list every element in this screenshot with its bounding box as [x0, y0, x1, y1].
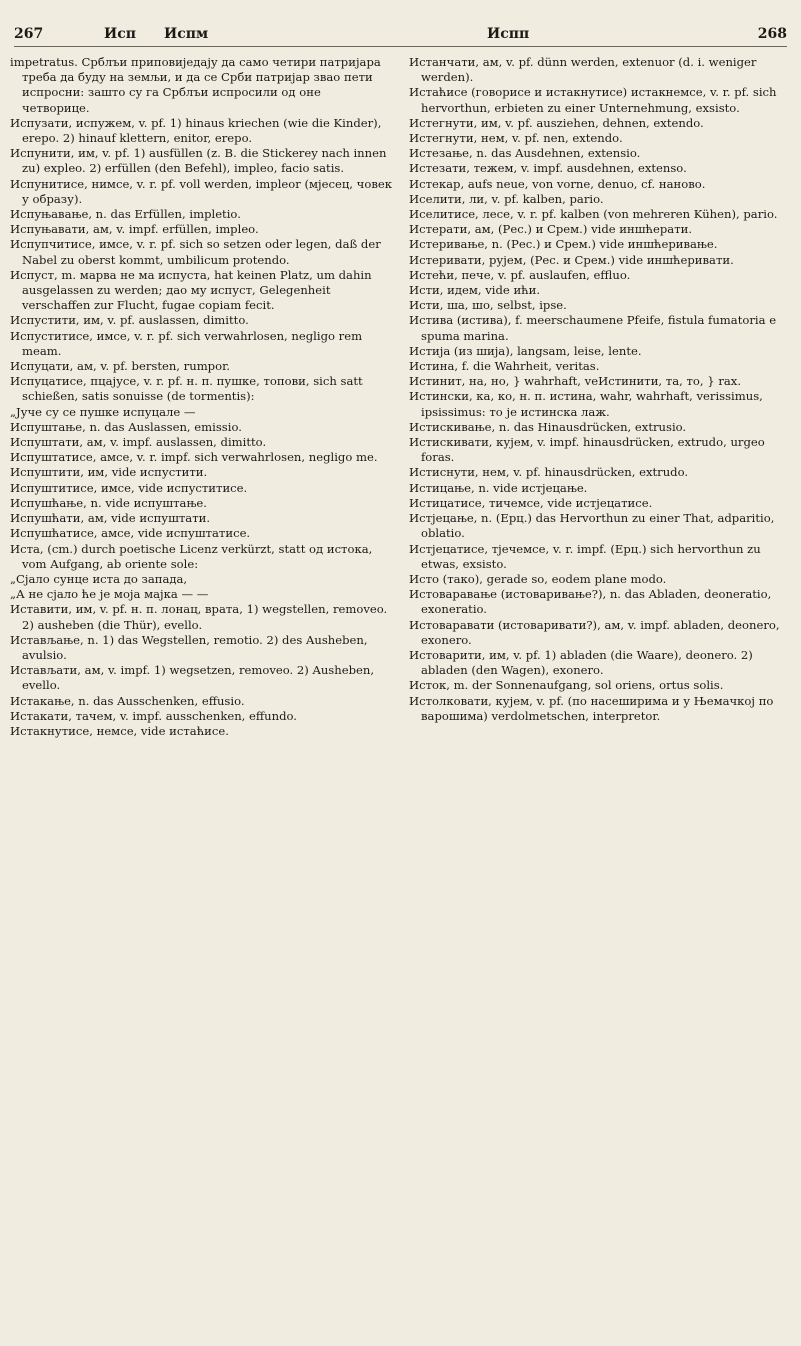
dictionary-entry: Истекар, aufs neue, von vorne, denuo, cf. наново. — [409, 176, 706, 191]
dictionary-entry: impetratus. Срблъи припoвиједају да само четири патријара треба да буду на земљи, и да се Срби патријар звао пети испросни: зашто су га Срблъи испросили од оне четворице. — [10, 55, 381, 115]
dictionary-entry: „Сјало сунце иста до запада, — [10, 571, 188, 586]
dictionary-entry: Испуштити, им, vide испустити. — [10, 465, 208, 480]
dictionary-entry: Истављање, n. 1) das Wegstellen, remotio. 2) des Ausheben, avulsio. — [10, 632, 368, 662]
dictionary-entry: Истјецање, n. (Ерц.) das Hervorthun zu einer That, adparitio, oblatio. — [409, 511, 775, 541]
dictionary-entry: Истећи, пече, v. pf. auslaufen, effluo. — [409, 267, 631, 282]
dictionary-entry: Исток, m. der Sonnenaufgang, sol oriens, ortus solis. — [409, 678, 724, 693]
dictionary-entry: Испуњавање, n. das Erfüllen, impletio. — [10, 207, 241, 222]
dictionary-entry: Истискивање, n. das Hinausdrücken, extrusio. — [409, 419, 687, 434]
page-header — [14, 16, 787, 47]
dictionary-entry: Истанчати, ам, v. pf. dünn werden, extenuor (d. i. weniger werden). — [409, 55, 757, 85]
dictionary-entry: Испушћање, n. vide испуштање. — [10, 495, 207, 510]
dictionary-entry: Испуцати, ам, v. pf. bersten, rumpor. — [10, 359, 231, 374]
dictionary-entry: Испунитисе, нимсе, v. r. pf. voll werden, impleor (мјесец, човек у образу). — [10, 176, 392, 206]
dictionary-entry: Исти, идем, vide ићи. — [409, 283, 541, 298]
dictionary-entry: Истицање, n. vide истјецање. — [409, 480, 588, 495]
dictionary-entry: Истегнути, нем, v. pf. nen, extendo. — [409, 131, 623, 146]
dictionary-entry: Испуст, m. марва не ма испуста, hat keinen Platz, um dahin ausgelassen zu werden; дао му испуст, Gelegenheit verschaffen zur Flucht, fugae copiam fecit. — [10, 267, 372, 313]
page-number-right: 268 — [757, 26, 787, 42]
dictionary-entry: Истезати, тежем, v. impf. ausdehnen, extenso. — [409, 161, 687, 176]
dictionary-entry: Истезање, n. das Ausdehnen, extensio. — [409, 146, 641, 161]
dictionary-entry: Истискивати, кујем, v. impf. hinausdrücken, extrudo, urgeo foras. — [409, 435, 765, 465]
dictionary-entry: Истоваравање (истоваривање?), n. das Abladen, deoneratio, exoneratio. — [409, 587, 772, 617]
dictionary-entry: Испушћатисе, амсе, vide испуштатисе. — [10, 526, 251, 541]
dictionary-entry: Истаћисе (говорисе и истакнутисе) истакнемсе, v. r. pf. sich hervorthun, erbieten zu einer Unternehmung, exsisto. — [409, 85, 777, 115]
dictionary-entry: Истакање, n. das Ausschenken, effusio. — [10, 693, 245, 708]
dictionary-entry: Исти, ша, шо, selbst, ipse. — [409, 298, 567, 313]
dictionary-entry: Истакнутисе, немсе, vide истаћисе. — [10, 723, 229, 738]
dictionary-entry: Истинит, на, но, } wahrhaft, veИстинити, та, то, } rax. — [409, 374, 742, 389]
dictionary-entry: Истављати, ам, v. impf. 1) wegsetzen, removeo. 2) Ausheben, evello. — [10, 663, 375, 693]
dictionary-entry: Истива (истива), f. meerschaumene Pfeife, fistula fumatoria e spuma marina. — [409, 313, 777, 343]
dictionary-entry: Испупчитисе, имсе, v. r. pf. sich so setzen oder legen, daß der Nabel zu oberst kommt, umbilicum protendo. — [10, 237, 381, 267]
dictionary-entry: Истиснути, нем, v. pf. hinausdrücken, extrudo. — [409, 465, 689, 480]
dictionary-entry: „А не сјало ће је моја мајка — — — [10, 587, 209, 602]
dictionary-entry: Истјецатисе, тјечемсе, v. r. impf. (Ерц.) sich hervorthun zu etwas, exsisto. — [409, 541, 761, 571]
page-number-left: 267 — [14, 26, 44, 42]
dictionary-entry: Испуститисе, имсе, v. r. pf. sich verwahrlosen, negligo rem meam. — [10, 328, 363, 358]
running-head-left-2: Испм — [164, 26, 209, 42]
dictionary-entry: Испустити, им, v. pf. auslassen, dimitto. — [10, 313, 249, 328]
dictionary-entry: Истоваравати (истоваривати?), ам, v. impf. abladen, deonero, exonero. — [409, 617, 780, 647]
dictionary-entry: Истегнути, им, v. pf. ausziehen, dehnen, extendo. — [409, 115, 704, 130]
dictionary-entry: Истоварити, им, v. pf. 1) abladen (die Waare), deonero. 2) abladen (den Wagen), exonero. — [409, 647, 753, 678]
dictionary-entry: Истеривање, n. (Рес.) и Срем.) vide иншћеривање. — [409, 237, 718, 252]
dictionary-entry: Истерати, ам, (Рес.) и Срем.) vide иншћерати. — [409, 222, 693, 237]
dictionary-entry: Испуштати, ам, v. impf. auslassen, dimitto. — [10, 435, 267, 450]
dictionary-entry: Истолковати, кујем, v. pf. (по насеширима и у Њемачкој по варошима) verdolmetschen, interpretor. — [409, 693, 774, 723]
dictionary-entry: Испуцатисе, пцајусе, v. r. pf. н. п. пушке, топови, sich satt schießen, satis sonuisse (de tormentis): — [10, 374, 363, 404]
running-head-left-1: Исп — [104, 26, 136, 42]
columns — [10, 55, 791, 739]
dictionary-entry: Испушћати, ам, vide испуштати. — [10, 511, 211, 526]
dictionary-entry: Иста, (cm.) durch poetische Licenz verkürzt, statt од истока, vom Aufgang, ab oriente sole: — [10, 541, 373, 571]
left-column — [10, 55, 392, 739]
dictionary-entry: „Јуче су се пушке испуцале — — [10, 404, 196, 419]
dictionary-entry: Исто (тако), gerade so, eodem plane modo. — [409, 571, 667, 586]
dictionary-entry: Испуштитисе, имсе, vide испуститисе. — [10, 480, 248, 495]
dictionary-entry: Истицатисе, тичемсе, vide истјецатисе. — [409, 495, 653, 510]
dictionary-entry: Истеривати, рујем, (Рес. и Срем.) vide иншћеривати. — [409, 252, 734, 267]
dictionary-entry: Иселити, ли, v. pf. kalben, pario. — [409, 191, 604, 206]
dictionary-entry: Истакати, тачем, v. impf. ausschenken, effundo. — [10, 708, 297, 723]
dictionary-entry: Иставити, им, v. pf. н. п. лонац, врата, 1) wegstellen, removeo. 2) ausheben (die Thür), evello. — [10, 602, 388, 632]
dictionary-entry: Истина, f. die Wahrheit, veritas. — [409, 359, 600, 374]
dictionary-entry: Испузати, испужем, v. pf. 1) hinaus kriechen (wie die Kinder), erepo. 2) hinauf klettern, enitor, erepo. — [10, 115, 382, 146]
dictionary-entry: Истија (из шија), langsam, leise, lente. — [409, 343, 642, 358]
running-head-right: Испп — [487, 26, 530, 42]
dictionary-entry: Испуштање, n. das Auslassen, emissio. — [10, 419, 242, 434]
dictionary-entry: Испунити, им, v. pf. 1) ausfüllen (z. B. die Stickerey nach innen zu) expleo. 2) erfüllen (den Befehl), impleo, facio satis. — [10, 146, 387, 176]
dictionary-entry: Иселитисе, лесе, v. r. pf. kalben (von mehreren Kühen), pario. — [409, 207, 778, 222]
dictionary-entry: Испуштатисе, амсе, v. r. impf. sich verwahrlosen, negligo me. — [10, 450, 378, 465]
dictionary-entry: Испуњавати, ам, v. impf. erfüllen, impleo. — [10, 222, 259, 237]
right-column — [409, 55, 791, 739]
dictionary-entry: Истински, ка, ко, н. п. истина, wahr, wahrhaft, verissimus, ipsissimus: то је истинска лаж. — [409, 389, 763, 419]
